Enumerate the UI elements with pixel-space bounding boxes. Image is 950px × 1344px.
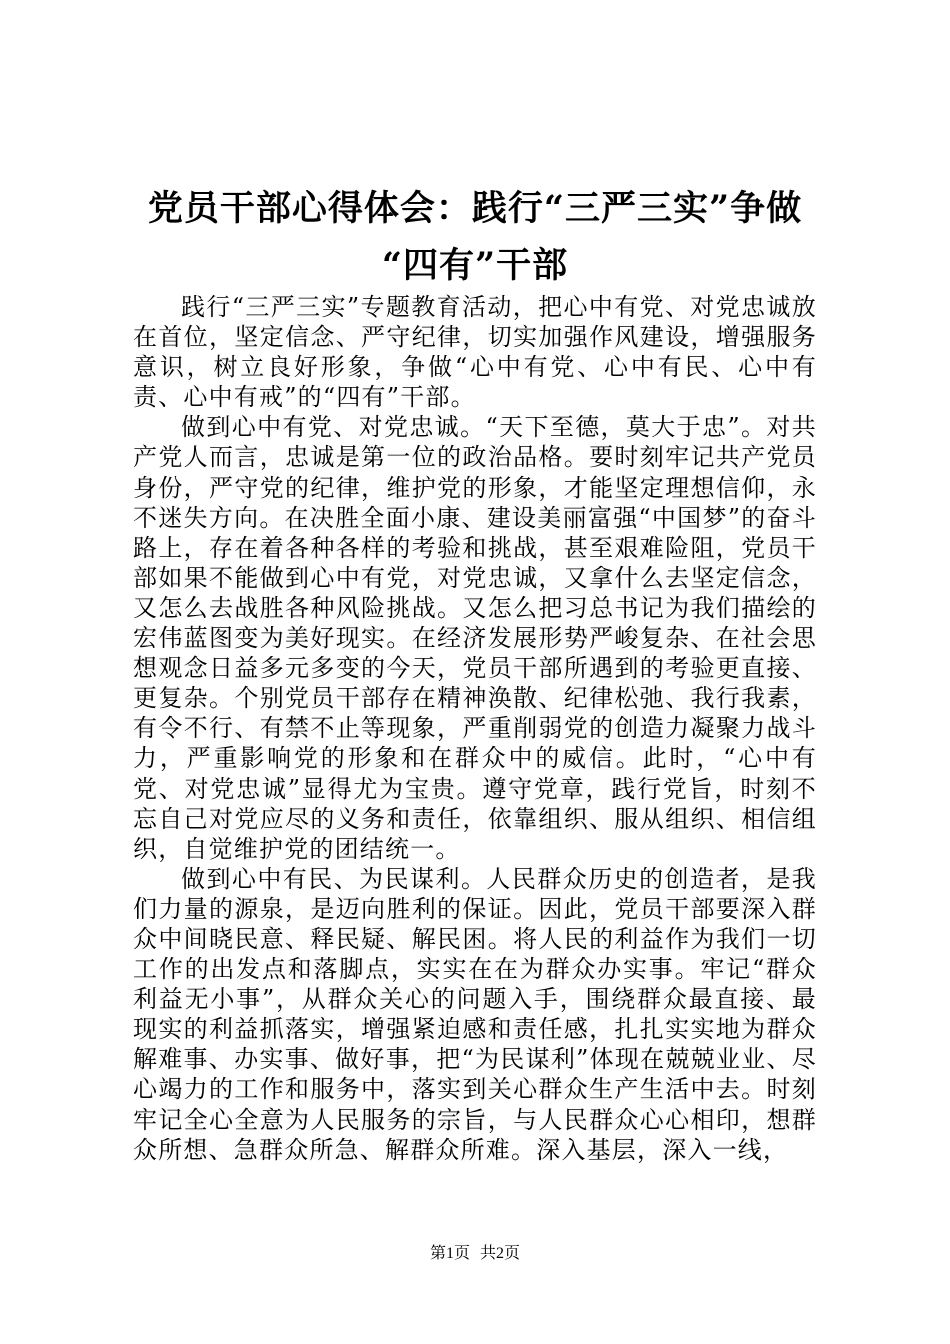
document-body	[133, 292, 817, 1165]
document-title-line-1: 党员干部心得体会：践行“三严三实”争做	[147, 188, 803, 229]
page-number: 第1页	[429, 1245, 470, 1262]
paragraph-serve-people: 做到心中有民、为民谋利。人民群众历史的创造者，是我们力量的源泉，是迈向胜利的保证。因此，党员干部要深入群众中间晓民意、释民疑、解民困。将人民的利益作为我们一切工作的出发点和落脚点，实实在在为群众办实事。牢记“群众利益无小事”，从群众关心的问题入手，围绕群众最直接、最现实的利益抓落实，增强紧迫感和责任感，扎扎实实地为群众解难事、办实事、做好事，把“为民谋利”体现在兢兢业业、尽心竭力的工作和服务中，落实到关心群众生产生活中去。时刻牢记全心全意为人民服务的宗旨，与人民群众心心相印，想群众所想、急群众所急、解群众所难。深入基层，深入一线，	[133, 864, 817, 1164]
document-title-line-2: “四有”干部	[381, 245, 569, 286]
page-footer	[0, 1244, 950, 1264]
paragraph-intro: 践行“三严三实”专题教育活动，把心中有党、对党忠诚放在首位，坚定信念、严守纪律，切实加强作风建设，增强服务意识，树立良好形象，争做“心中有党、心中有民、心中有责、心中有戒”的“四有”干部。	[133, 293, 817, 412]
page-total: 共2页	[480, 1245, 521, 1262]
paragraph-loyal-to-party: 做到心中有党、对党忠诚。“天下至德，莫大于忠”。对共产党人而言，忠诚是第一位的政治品格。要时刻牢记共产党员身份，严守党的纪律，维护党的形象，才能坚定理想信仰，永不迷失方向。在决胜全面小康、建设美丽富强“中国梦”的奋斗路上，存在着各种各样的考验和挑战，甚至艰难险阻，党员干部如果不能做到心中有党，对党忠诚，又拿什么去坚定信念，又怎么去战胜各种风险挑战。又怎么把习总书记为我们描绘的宏伟蓝图变为美好现实。在经济发展形势严峻复杂、在社会思想观念日益多元多变的今天，党员干部所遇到的考验更直接、更复杂。个别党员干部存在精神涣散、纪律松弛、我行我素，有令不行、有禁不止等现象，严重削弱党的创造力凝聚力战斗力，严重影响党的形象和在群众中的威信。此时，“心中有党、对党忠诚”显得尤为宝贵。遵守党章，践行党旨，时刻不忘自己对党应尽的义务和责任，依靠组织、服从组织、相信组织，自觉维护党的团结统一。	[133, 413, 817, 863]
